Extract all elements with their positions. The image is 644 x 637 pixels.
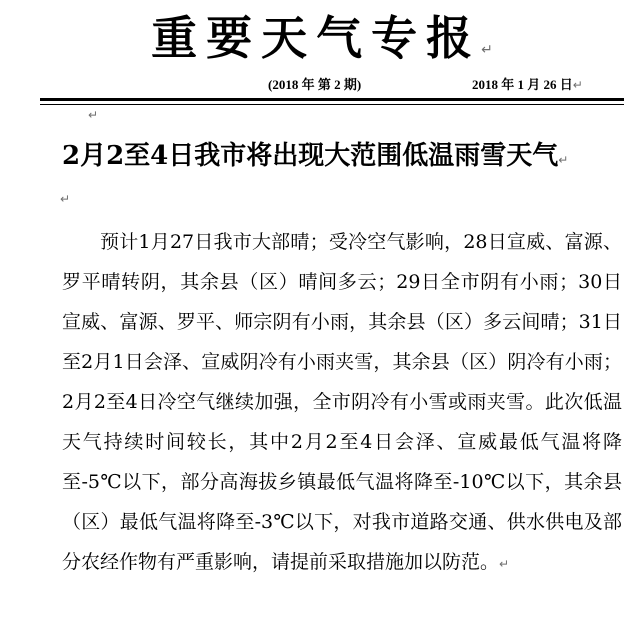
issue-date [472,74,583,93]
issue-date-text: 2018 年 1 月 26 日 [472,77,573,92]
article-body-text: 预计1月27日我市大部晴；受冷空气影响，28日宣威、富源、罗平晴转阴，其余县（区）晴间多云；29日全市阴有小雨；30日宣威、富源、罗平、师宗阴有小雨，其余县（区）多云间晴；31日至2月1日会泽、宣威阴冷有小雨夹雪，其余县（区）阴冷有小雨；2月2至4日冷空气继续加强，全市阴冷有小雪或雨夹雪。此次低温天气持续时间较长，其中2月2至4日会泽、宣威最低气温将降至-5℃以下，部分高海拔乡镇最低气温将降至-10℃以下，其余县（区）最低气温将降至-3℃以下，对我市道路交通、供水供电及部分农经作物有严重影响，请提前采取措施加以防范。 [62,231,622,573]
report-title-text: 重要天气专报 [151,11,482,65]
article-body [62,222,622,584]
paragraph-mark-icon: ↵ [481,42,493,58]
article-headline [62,138,642,178]
report-title [0,8,644,80]
paragraph-mark-icon: ↵ [60,192,71,206]
header-rule-thin [40,104,624,105]
issue-number: (2018 年 第 2 期) [268,77,362,92]
paragraph-mark-icon: ↵ [88,108,99,122]
paragraph-mark-icon: ↵ [558,153,569,167]
paragraph-mark-icon: ↵ [572,78,583,92]
paragraph-mark-icon: ↵ [499,557,510,571]
article-headline-text: 2月2至4日我市将出现大范围低温雨雪天气 [62,141,559,171]
header-rule-thick [40,98,624,101]
